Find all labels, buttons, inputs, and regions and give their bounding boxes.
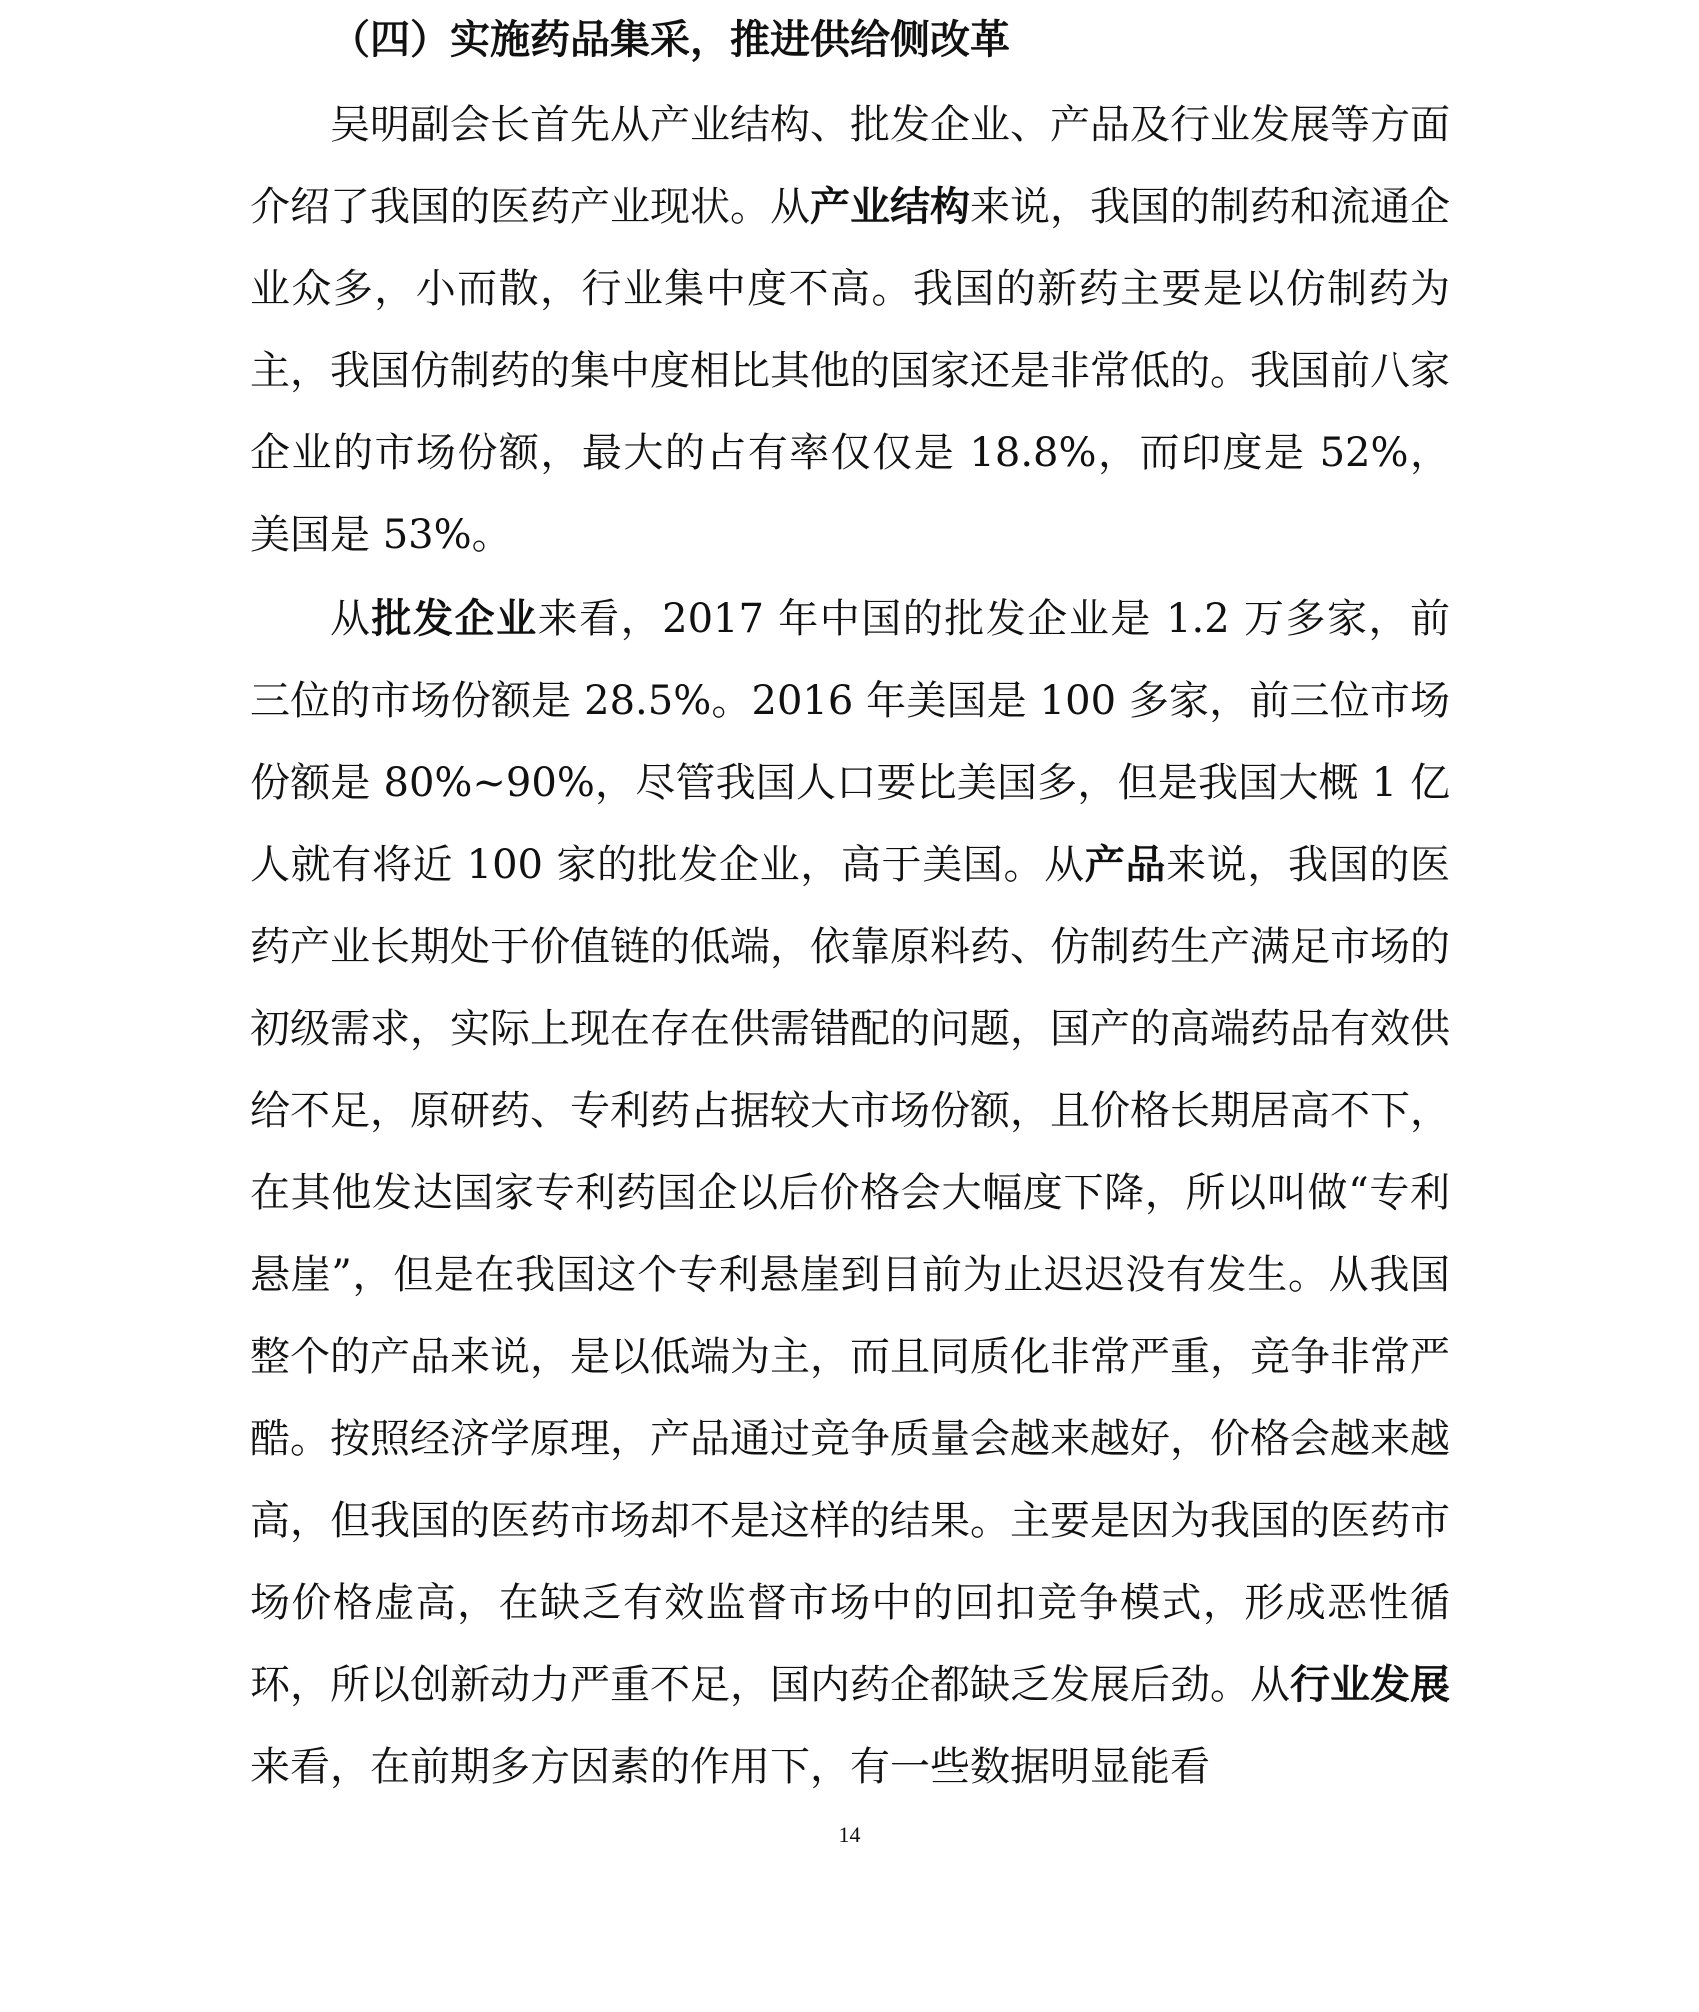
paragraph-text: 来看，在前期多方因素的作用下，有一些数据明显能看 [250,1744,1210,1790]
bold-term-industry-structure: 产业结构 [810,183,970,230]
bold-term-industry-development: 行业发展 [1290,1661,1450,1708]
paragraph-wholesale-products [250,578,1450,1808]
paragraph-text: 来说，我国的制药和流通企业众多，小而散，行业集中度不高。我国的新药主要是以仿制药为主，我国仿制药的集中度相比其他的国家还是非常低的。我国前八家企业的市场份额，最大的占有率仅仅是 18.8%，而印度是 52%，美国是 53%。 [250,184,1450,558]
paragraph-text: 来说，我国的医药产业长期处于价值链的低端，依靠原料药、仿制药生产满足市场的初级需求，实际上现在存在供需错配的问题，国产的高端药品有效供给不足，原研药、专利药占据较大市场份额，且价格长期居高不下，在其他发达国家专利药国企以后价格会大幅度下降，所以叫做“专利悬崖”，但是在我国这个专利悬崖到目前为止迟迟没有发生。从我国整个的产品来说，是以低端为主，而且同质化非常严重，竞争非常严酷。按照经济学原理，产品通过竞争质量会越来越好，价格会越来越高，但我国的医药市场却不是这样的结果。主要是因为我国的医药市场价格虚高，在缺乏有效监督市场中的回扣竞争模式，形成恶性循环，所以创新动力严重不足，国内药企都缺乏发展后劲。从 [250,842,1451,1708]
paragraph-text: 吴明副会长首先从产业结构、批发企业、产品及行业发展等方面介绍了我国的医药产业现状。从 [250,102,1450,230]
bold-term-wholesale: 批发企业 [371,595,538,642]
paragraph-industry-structure [250,84,1450,576]
page-number: 14 [838,1822,861,1847]
section-heading: （四）实施药品集采，推进供给侧改革 [330,16,1010,63]
bold-term-products: 产品 [1084,841,1167,888]
paragraph-text: 从 [330,596,372,642]
paragraph-text: 来看，2017 年中国的批发企业是 1.2 万多家，前三位的市场份额是 28.5%。2016 年美国是 100 多家，前三位市场份额是 80%~90%，尽管我国人口要比美国多，但是我国大概 1 亿人就有将近 100 家的批发企业，高于美国。从 [250,596,1451,888]
